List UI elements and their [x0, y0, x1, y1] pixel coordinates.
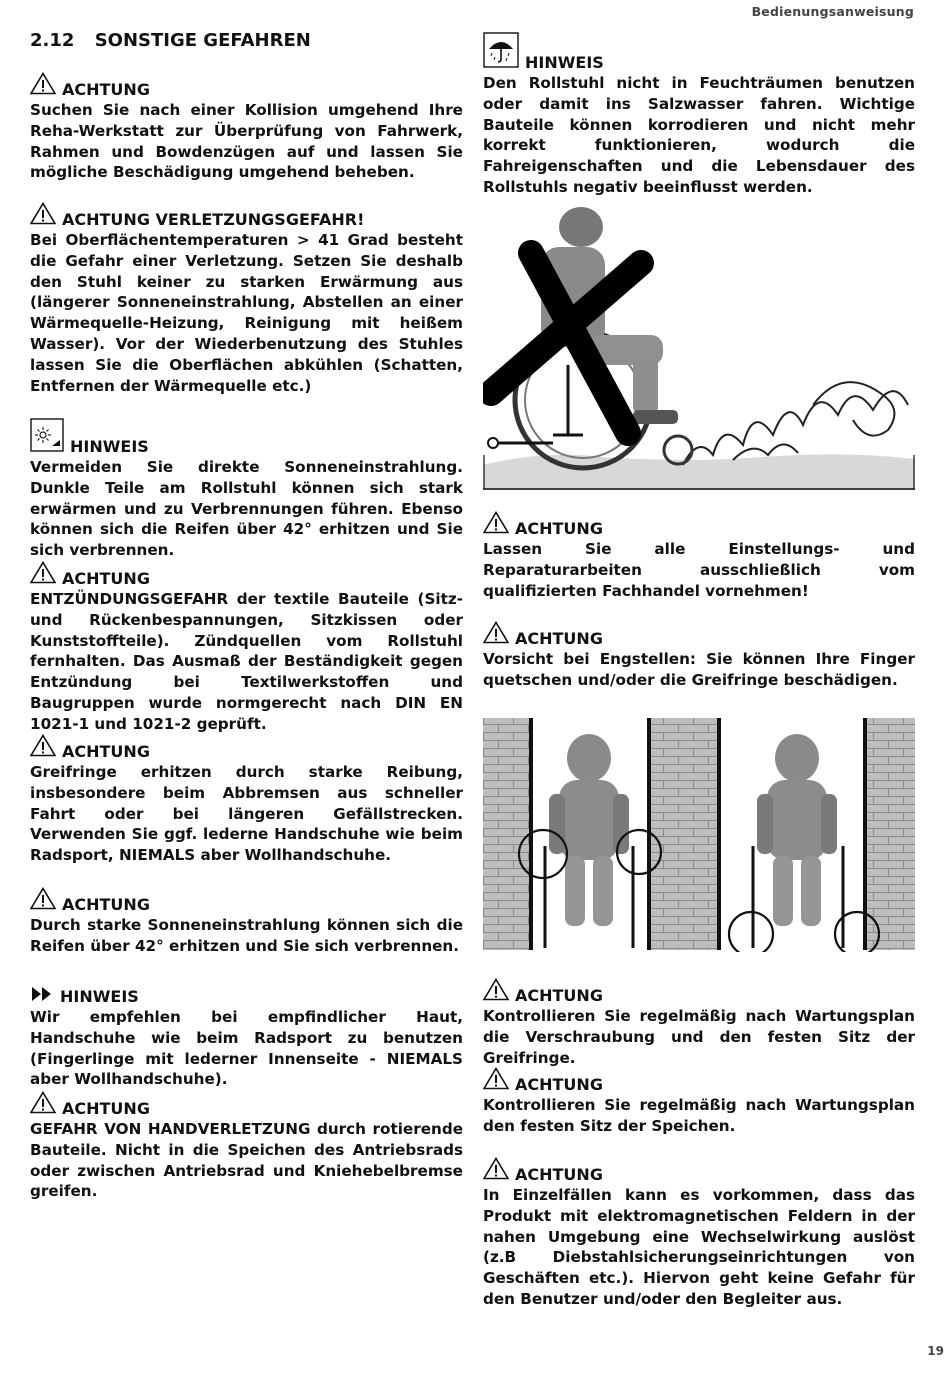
- notice-block: [30, 734, 463, 866]
- notice-block: [30, 202, 463, 396]
- notice-text: Suchen Sie nach einer Kollision umgehend Ihre Reha-Werkstatt zur Überprüfung von Fahrwerk, Rahmen und Bowdenzügen auf und lassen Sie mögliche Beschädigung umgehend beheben.: [30, 101, 463, 182]
- notice-label: ACHTUNG: [62, 80, 150, 99]
- notice-text: Vermeiden Sie direkte Sonneneinstrahlung. Dunkle Teile am Rollstuhl können sich stark erwärmen und zu Verbrennungen führen. Ebenso können sich die Reifen über 42° erhitzen und Sie sich verbrennen.: [30, 458, 463, 560]
- notice-title: [30, 734, 463, 762]
- notice-text: Den Rollstuhl nicht in Feuchträumen benutzen oder damit ins Salzwasser fahren. Wichtige Bauteile können korrodieren und nicht mehr korrekt funktionieren, wodurch die Fahreigenschaften und die Lebensdauer des Rollstuhls negativ beeinflusst werden.: [483, 74, 915, 196]
- sun-icon: [30, 418, 64, 457]
- warning-triangle-icon: [30, 734, 56, 762]
- notice-label: HINWEIS: [70, 437, 149, 456]
- notice-label: HINWEIS: [60, 987, 139, 1006]
- page-number: 19: [927, 1344, 944, 1358]
- notice-label: ACHTUNG: [62, 1099, 150, 1118]
- notice-title: [483, 978, 915, 1006]
- warning-triangle-icon: [483, 1157, 509, 1185]
- warning-triangle-icon: [483, 978, 509, 1006]
- notice-block: [30, 72, 463, 183]
- notice-block: [483, 511, 915, 601]
- notice-label: ACHTUNG: [515, 986, 603, 1005]
- notice-title: [483, 1067, 915, 1095]
- notice-title: [483, 621, 915, 649]
- notice-label: ACHTUNG: [62, 569, 150, 588]
- notice-title: [483, 511, 915, 539]
- warning-triangle-icon: [483, 511, 509, 539]
- heat-warning-illustration: [483, 205, 915, 490]
- narrow-passage-illustration: [483, 716, 915, 952]
- notice-text: In Einzelfällen kann es vorkommen, dass das Produkt mit elektromagnetischen Feldern in der nahen Umgebung eine Wechselwirkung auslöst (z.B Diebstahlsicherungseinrichtungen von Geschäften etc.). Hiervon geht keine Gefahr für den Benutzer und/oder den Begleiter aus.: [483, 1186, 915, 1308]
- notice-title: [483, 1157, 915, 1185]
- notice-text: Lassen Sie alle Einstellungs- und Reparaturarbeiten ausschließlich vom qualifizierten Fachhandel vornehmen!: [483, 540, 915, 600]
- warning-triangle-icon: [30, 202, 56, 230]
- notice-text: Vorsicht bei Engstellen: Sie können Ihre Finger quetschen und/oder die Greifringe beschädigen.: [483, 650, 915, 689]
- warning-triangle-icon: [483, 621, 509, 649]
- notice-title: [30, 561, 463, 589]
- notice-title: [30, 986, 463, 1007]
- notice-label: ACHTUNG: [515, 1075, 603, 1094]
- notice-block: [483, 1157, 915, 1310]
- notice-text: ENTZÜNDUNGSGEFAHR der textile Bauteile (Sitz- und Rückenbespannungen, Sitzkissen oder Kunststoffteile). Zündquellen vom Rollstuhl fernhalten. Das Ausmaß der Beständigkeit gegen Entzündung bei Textilwerkstoffen und Baugruppen wurde normgerecht nach DIN EN 1021-1 und 1021-2 geprüft.: [30, 590, 463, 733]
- notice-label: ACHTUNG VERLETZUNGSGEFAHR!: [62, 210, 365, 229]
- warning-triangle-icon: [30, 1091, 56, 1119]
- document-header: Bedienungsanweisung: [751, 4, 914, 19]
- section-heading: SONSTIGE GEFAHREN: [94, 30, 311, 51]
- notice-title: [30, 202, 463, 230]
- notice-block: [483, 621, 915, 691]
- notice-text: Bei Oberflächentemperaturen > 41 Grad besteht die Gefahr einer Verletzung. Setzen Sie deshalb den Stuhl keiner zu starken Erwärmung aus (längerer Sonneneinstrahlung, Abstellen an einer Wärmequelle-Heizung, Reinigung mit heißem Wasser). Vor der Wiederbenutzung des Stuhles lassen Sie die Oberflächen abkühlen (Schatten, Entfernen der Wärmequelle etc.): [30, 231, 463, 395]
- notice-label: ACHTUNG: [515, 629, 603, 648]
- notice-block: [483, 978, 915, 1068]
- notice-block: [30, 887, 463, 957]
- notice-title: [30, 887, 463, 915]
- notice-text: Greifringe erhitzen durch starke Reibung, insbesondere beim Abbremsen aus schneller Fahrt oder bei längeren Gefällstrecken. Verwenden Sie ggf. lederne Handschuhe wie beim Radsport, NIEMALS aber Wollhandschuhe.: [30, 763, 463, 865]
- notice-label: ACHTUNG: [515, 519, 603, 538]
- umbrella-icon: [483, 32, 519, 73]
- notice-label: ACHTUNG: [62, 742, 150, 761]
- notice-block: [30, 1091, 463, 1202]
- notice-label: ACHTUNG: [515, 1165, 603, 1184]
- notice-block: [30, 986, 463, 1090]
- section-title: [30, 30, 311, 51]
- notice-text: Kontrollieren Sie regelmäßig nach Wartungsplan den festen Sitz der Speichen.: [483, 1096, 915, 1135]
- notice-title: [30, 418, 463, 457]
- warning-triangle-icon: [30, 72, 56, 100]
- warning-triangle-icon: [30, 561, 56, 589]
- notice-title: [30, 72, 463, 100]
- notice-title: [483, 32, 915, 73]
- notice-label: ACHTUNG: [62, 895, 150, 914]
- notice-text: GEFAHR VON HANDVERLETZUNG durch rotierende Bauteile. Nicht in die Speichen des Antriebsrads oder zwischen Antriebsrad und Kniehebelbremse greifen.: [30, 1120, 463, 1201]
- notice-block: [483, 32, 915, 198]
- warning-triangle-icon: [483, 1067, 509, 1095]
- notice-text: Kontrollieren Sie regelmäßig nach Wartungsplan die Verschraubung und den festen Sitz der Greifringe.: [483, 1007, 915, 1067]
- section-number: 2.12: [30, 30, 75, 51]
- notice-block: [30, 418, 463, 561]
- notice-text: Wir empfehlen bei empfindlicher Haut, Handschuhe wie beim Radsport zu benutzen (Fingerlinge mit lederner Innenseite - NIEMALS aber Wollhandschuhe).: [30, 1008, 463, 1089]
- notice-block: [30, 561, 463, 735]
- double-arrow-icon: [30, 986, 54, 1007]
- notice-title: [30, 1091, 463, 1119]
- notice-block: [483, 1067, 915, 1137]
- warning-triangle-icon: [30, 887, 56, 915]
- notice-text: Durch starke Sonneneinstrahlung können sich die Reifen über 42° erhitzen und Sie sich verbrennen.: [30, 916, 463, 955]
- notice-label: HINWEIS: [525, 53, 604, 72]
